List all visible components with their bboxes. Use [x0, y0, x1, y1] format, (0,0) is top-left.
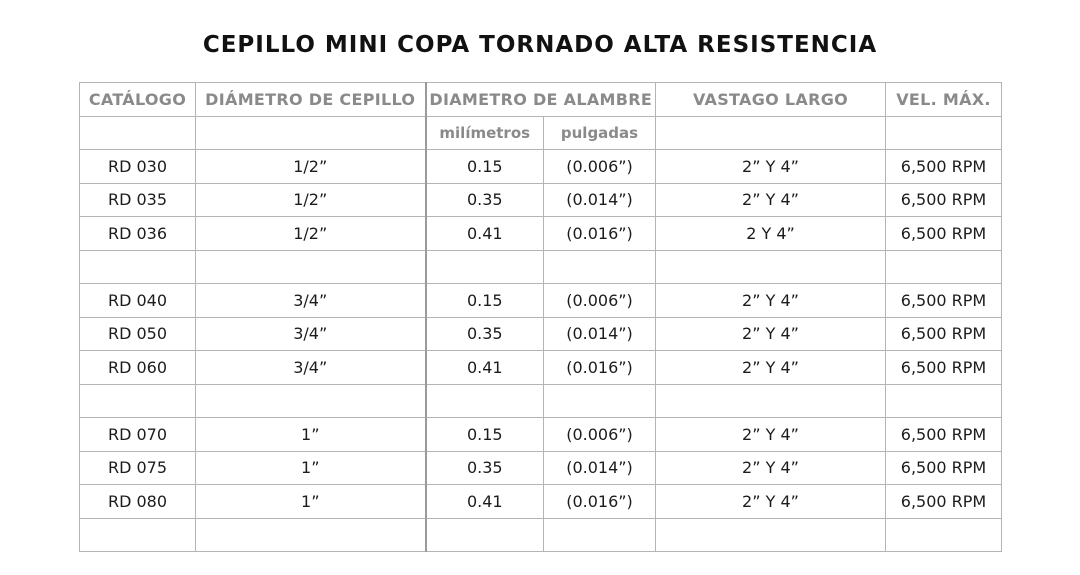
- cell-pulgadas: (0.014”): [544, 183, 656, 217]
- cell-pulgadas: (0.014”): [544, 451, 656, 485]
- cell-diametro: 1/2”: [196, 183, 426, 217]
- table-row: [80, 485, 1002, 519]
- cell-pulgadas: (0.016”): [544, 485, 656, 519]
- cell-milimetros: 0.35: [426, 183, 544, 217]
- cell-diametro: [196, 384, 426, 418]
- cell-diametro: 3/4”: [196, 284, 426, 318]
- cell-catalogo: RD 075: [80, 451, 196, 485]
- cell-vel-max: [886, 518, 1002, 552]
- cell-pulgadas: (0.006”): [544, 150, 656, 184]
- cell-vastago: [656, 518, 886, 552]
- cell-pulgadas: (0.006”): [544, 418, 656, 452]
- subheader-empty: [886, 116, 1002, 150]
- subheader-empty: [656, 116, 886, 150]
- cell-vastago: 2” Y 4”: [656, 451, 886, 485]
- cell-vel-max: [886, 250, 1002, 284]
- cell-milimetros: [426, 518, 544, 552]
- cell-milimetros: 0.35: [426, 317, 544, 351]
- cell-vastago: 2” Y 4”: [656, 317, 886, 351]
- cell-catalogo: RD 080: [80, 485, 196, 519]
- cell-diametro: 1”: [196, 451, 426, 485]
- cell-milimetros: 0.15: [426, 150, 544, 184]
- cell-milimetros: 0.41: [426, 351, 544, 385]
- cell-milimetros: 0.35: [426, 451, 544, 485]
- table-row: [80, 284, 1002, 318]
- cell-diametro: 1/2”: [196, 217, 426, 251]
- cell-vel-max: 6,500 RPM: [886, 217, 1002, 251]
- cell-vel-max: 6,500 RPM: [886, 485, 1002, 519]
- cell-diametro: 3/4”: [196, 317, 426, 351]
- spec-table: [79, 82, 1002, 552]
- cell-diametro: 1”: [196, 485, 426, 519]
- cell-catalogo: [80, 250, 196, 284]
- header-row: [80, 83, 1002, 117]
- cell-vel-max: 6,500 RPM: [886, 418, 1002, 452]
- cell-vel-max: 6,500 RPM: [886, 451, 1002, 485]
- table-row: [80, 384, 1002, 418]
- cell-milimetros: 0.41: [426, 485, 544, 519]
- cell-milimetros: 0.15: [426, 284, 544, 318]
- cell-vastago: 2” Y 4”: [656, 150, 886, 184]
- cell-catalogo: RD 035: [80, 183, 196, 217]
- cell-vastago: 2” Y 4”: [656, 351, 886, 385]
- cell-vel-max: 6,500 RPM: [886, 183, 1002, 217]
- cell-diametro: [196, 518, 426, 552]
- cell-vel-max: 6,500 RPM: [886, 317, 1002, 351]
- header-vel-max: VEL. MÁX.: [886, 83, 1002, 117]
- cell-vastago: [656, 250, 886, 284]
- header-diametro-cepillo: DIÁMETRO DE CEPILLO: [196, 83, 426, 117]
- cell-vastago: 2” Y 4”: [656, 485, 886, 519]
- table-row: [80, 351, 1002, 385]
- cell-diametro: 1”: [196, 418, 426, 452]
- cell-diametro: 3/4”: [196, 351, 426, 385]
- table-row: [80, 418, 1002, 452]
- cell-diametro: [196, 250, 426, 284]
- table-row: [80, 150, 1002, 184]
- subheader-empty: [80, 116, 196, 150]
- cell-milimetros: [426, 250, 544, 284]
- cell-vastago: 2” Y 4”: [656, 183, 886, 217]
- table-row: [80, 451, 1002, 485]
- header-catalogo: CATÁLOGO: [80, 83, 196, 117]
- subheader-empty: [196, 116, 426, 150]
- subheader-milimetros: milímetros: [426, 116, 544, 150]
- cell-pulgadas: (0.014”): [544, 317, 656, 351]
- cell-vastago: 2” Y 4”: [656, 418, 886, 452]
- page-title: CEPILLO MINI COPA TORNADO ALTA RESISTENCIA: [202, 32, 878, 58]
- subheader-row: [80, 116, 1002, 150]
- cell-diametro: 1/2”: [196, 150, 426, 184]
- cell-vel-max: [886, 384, 1002, 418]
- cell-vastago: 2” Y 4”: [656, 284, 886, 318]
- cell-vastago: [656, 384, 886, 418]
- cell-catalogo: RD 036: [80, 217, 196, 251]
- cell-catalogo: RD 040: [80, 284, 196, 318]
- cell-milimetros: 0.15: [426, 418, 544, 452]
- header-diametro-alambre: DIAMETRO DE ALAMBRE: [426, 83, 656, 117]
- cell-catalogo: RD 060: [80, 351, 196, 385]
- header-vastago: VASTAGO LARGO: [656, 83, 886, 117]
- cell-catalogo: [80, 518, 196, 552]
- table-row: [80, 317, 1002, 351]
- cell-milimetros: 0.41: [426, 217, 544, 251]
- cell-pulgadas: (0.016”): [544, 217, 656, 251]
- cell-catalogo: RD 070: [80, 418, 196, 452]
- table-row: [80, 217, 1002, 251]
- cell-catalogo: RD 030: [80, 150, 196, 184]
- table-row: [80, 183, 1002, 217]
- cell-pulgadas: [544, 250, 656, 284]
- table-row: [80, 250, 1002, 284]
- cell-pulgadas: [544, 518, 656, 552]
- cell-vastago: 2 Y 4”: [656, 217, 886, 251]
- cell-vel-max: 6,500 RPM: [886, 284, 1002, 318]
- table-row: [80, 518, 1002, 552]
- cell-vel-max: 6,500 RPM: [886, 150, 1002, 184]
- cell-vel-max: 6,500 RPM: [886, 351, 1002, 385]
- cell-pulgadas: (0.006”): [544, 284, 656, 318]
- cell-catalogo: [80, 384, 196, 418]
- cell-pulgadas: [544, 384, 656, 418]
- subheader-pulgadas: pulgadas: [544, 116, 656, 150]
- cell-catalogo: RD 050: [80, 317, 196, 351]
- cell-milimetros: [426, 384, 544, 418]
- cell-pulgadas: (0.016”): [544, 351, 656, 385]
